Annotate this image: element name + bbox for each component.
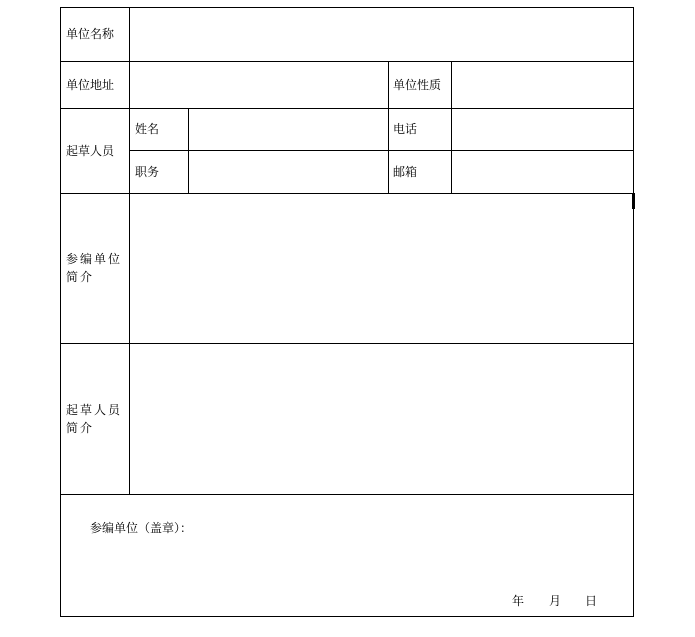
unit-nature-label: 单位性质 — [393, 78, 442, 92]
position-field[interactable] — [189, 151, 388, 193]
drafter-intro-field[interactable] — [130, 344, 633, 494]
date-year: 年 — [512, 594, 525, 608]
date-month: 月 — [549, 594, 562, 608]
phone-label: 电话 — [393, 122, 418, 136]
unit-address-label: 单位地址 — [66, 78, 115, 92]
seal-label: 参编单位（盖章）： — [90, 521, 193, 535]
column-divider — [388, 61, 389, 193]
table-border-bottom — [60, 616, 634, 617]
unit-address-field[interactable] — [130, 62, 388, 108]
name-label: 姓名 — [135, 122, 160, 136]
unit-intro-field[interactable] — [130, 194, 633, 343]
unit-name-label: 单位名称 — [66, 27, 115, 41]
unit-name-field[interactable] — [130, 8, 633, 61]
phone-field[interactable] — [452, 109, 633, 150]
position-label: 职务 — [135, 165, 160, 179]
drafter-intro-label: 起草人员简介 — [66, 403, 123, 435]
unit-nature-field[interactable] — [452, 62, 633, 108]
email-field[interactable] — [452, 151, 633, 193]
name-field[interactable] — [189, 109, 388, 150]
date-day: 日 — [585, 594, 598, 608]
drafter-label: 起草人员 — [66, 144, 115, 158]
email-label: 邮箱 — [393, 165, 418, 179]
seal-field[interactable] — [61, 495, 633, 616]
table-border-right — [633, 7, 634, 617]
unit-intro-label: 参编单位简介 — [66, 252, 123, 284]
